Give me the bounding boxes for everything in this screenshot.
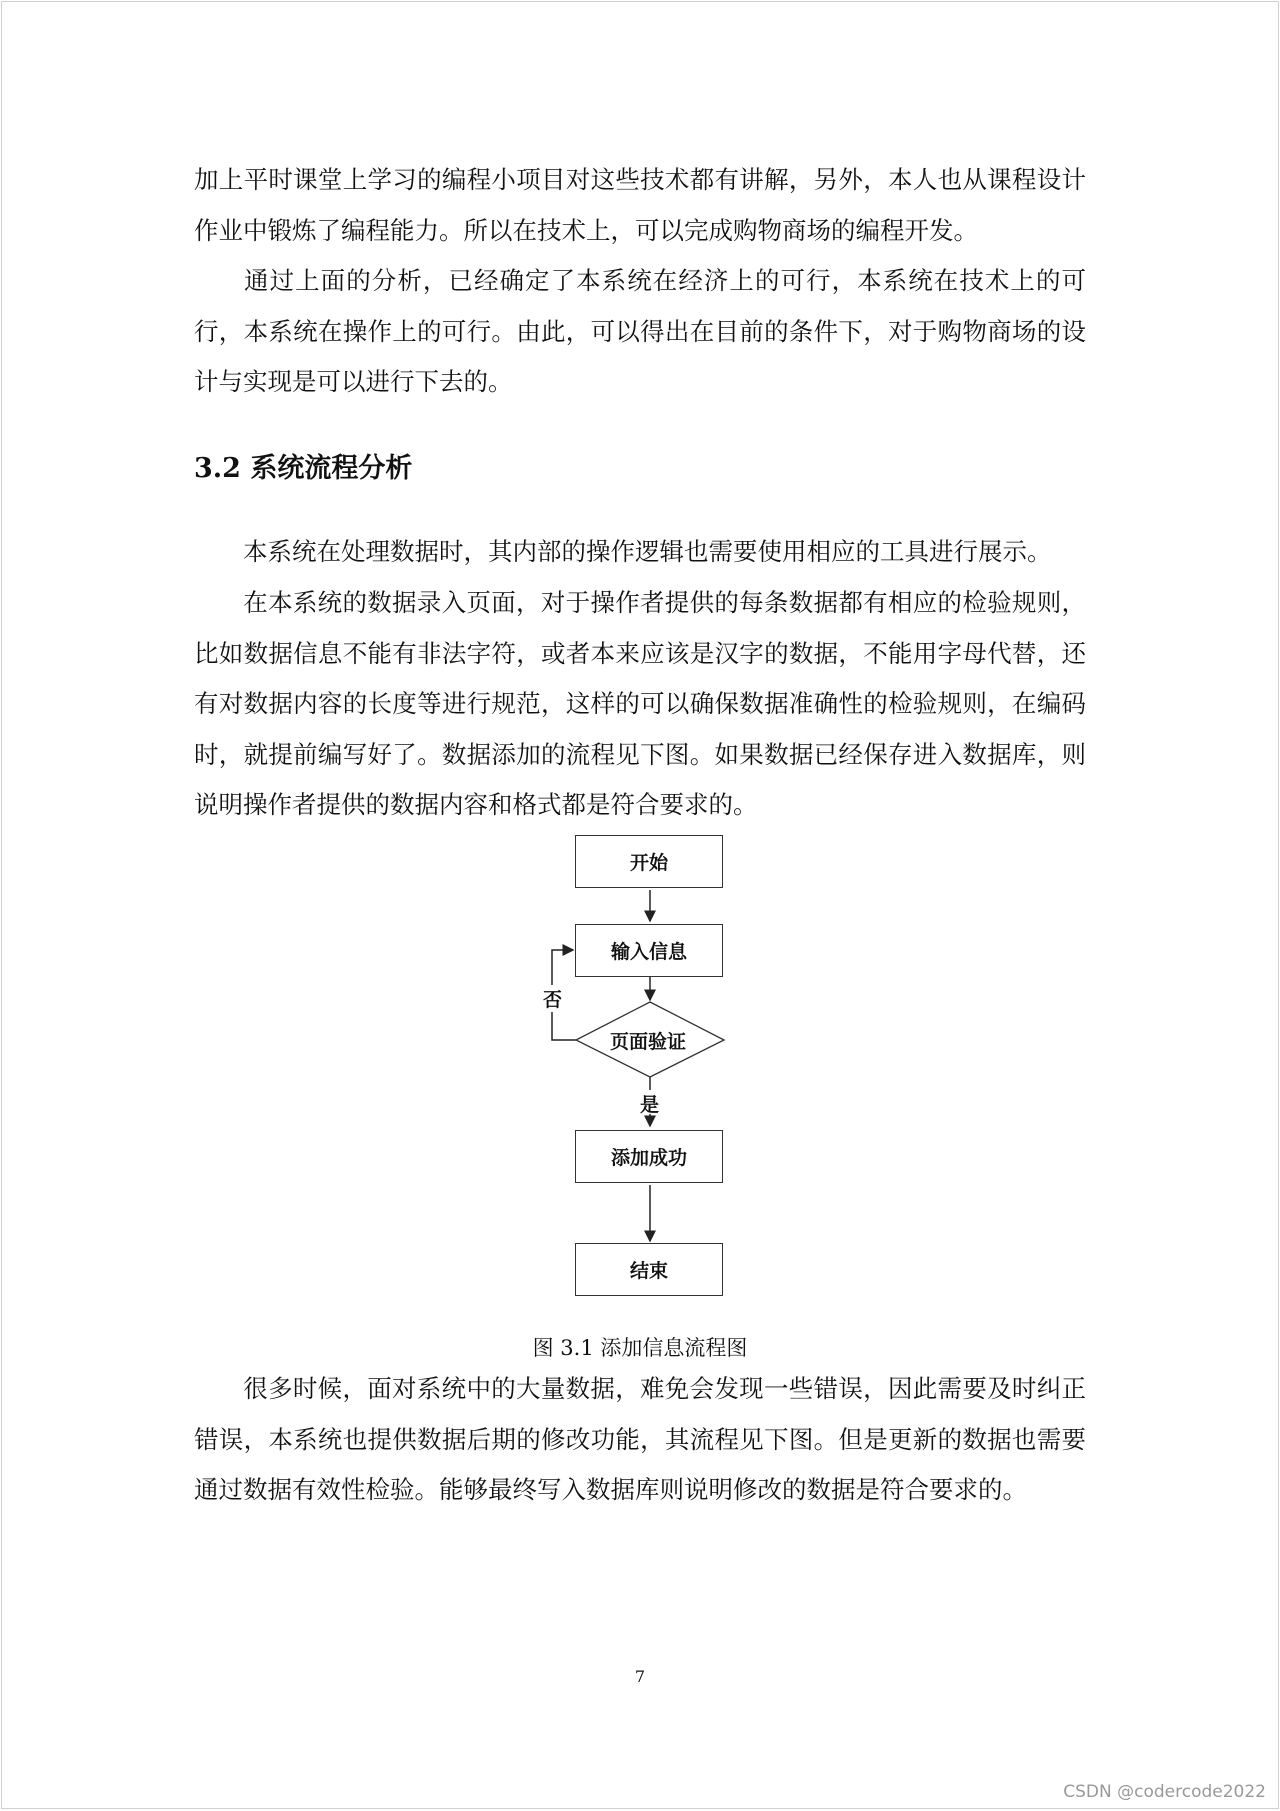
paragraph: 通过上面的分析，已经确定了本系统在经济上的可行，本系统在技术上的可行，本系统在操作上的可行。由此，可以得出在目前的条件下，对于购物商场的设计与实现是可以进行下去的。 xyxy=(194,266,1086,396)
paragraph: 在本系统的数据录入页面，对于操作者提供的每条数据都有相应的检验规则，比如数据信息不能有非法字符，或者本来应该是汉字的数据，不能用字母代替，还有对数据内容的长度等进行规范，这样的可以确保数据准确性的检验规则，在编码时，就提前编写好了。数据添加的流程见下图。如果数据已经保存进入数据库，则说明操作者提供的数据内容和格式都是符合要求的。 xyxy=(194,588,1086,819)
flow-start: 开始 xyxy=(575,835,723,888)
figure-caption: 图 3.1 添加信息流程图 xyxy=(532,1336,748,1360)
page-number: 7 xyxy=(634,1667,646,1686)
watermark: CSDN @codercode2022 xyxy=(1063,1782,1266,1802)
paragraph: 加上平时课堂上学习的编程小项目对这些技术都有讲解，另外，本人也从课程设计作业中锻炼了编程能力。所以在技术上，可以完成购物商场的编程开发。 xyxy=(194,165,1086,245)
flow-end: 结束 xyxy=(575,1243,723,1296)
paragraph: 本系统在处理数据时，其内部的操作逻辑也需要使用相应的工具进行展示。 xyxy=(243,537,1052,566)
flow-check: 页面验证 xyxy=(610,1031,687,1053)
flow-input: 输入信息 xyxy=(575,924,723,977)
flow-no-label: 否 xyxy=(543,985,562,1012)
paragraph: 很多时候，面对系统中的大量数据，难免会发现一些错误，因此需要及时纠正错误，本系统也提供数据后期的修改功能，其流程见下图。但是更新的数据也需要通过数据有效性检验。能够最终写入数据库则说明修改的数据是符合要求的。 xyxy=(194,1374,1086,1504)
section-heading: 3.2 系统流程分析 xyxy=(194,453,413,484)
flow-yes-label: 是 xyxy=(640,1094,660,1116)
flow-success: 添加成功 xyxy=(575,1130,723,1183)
